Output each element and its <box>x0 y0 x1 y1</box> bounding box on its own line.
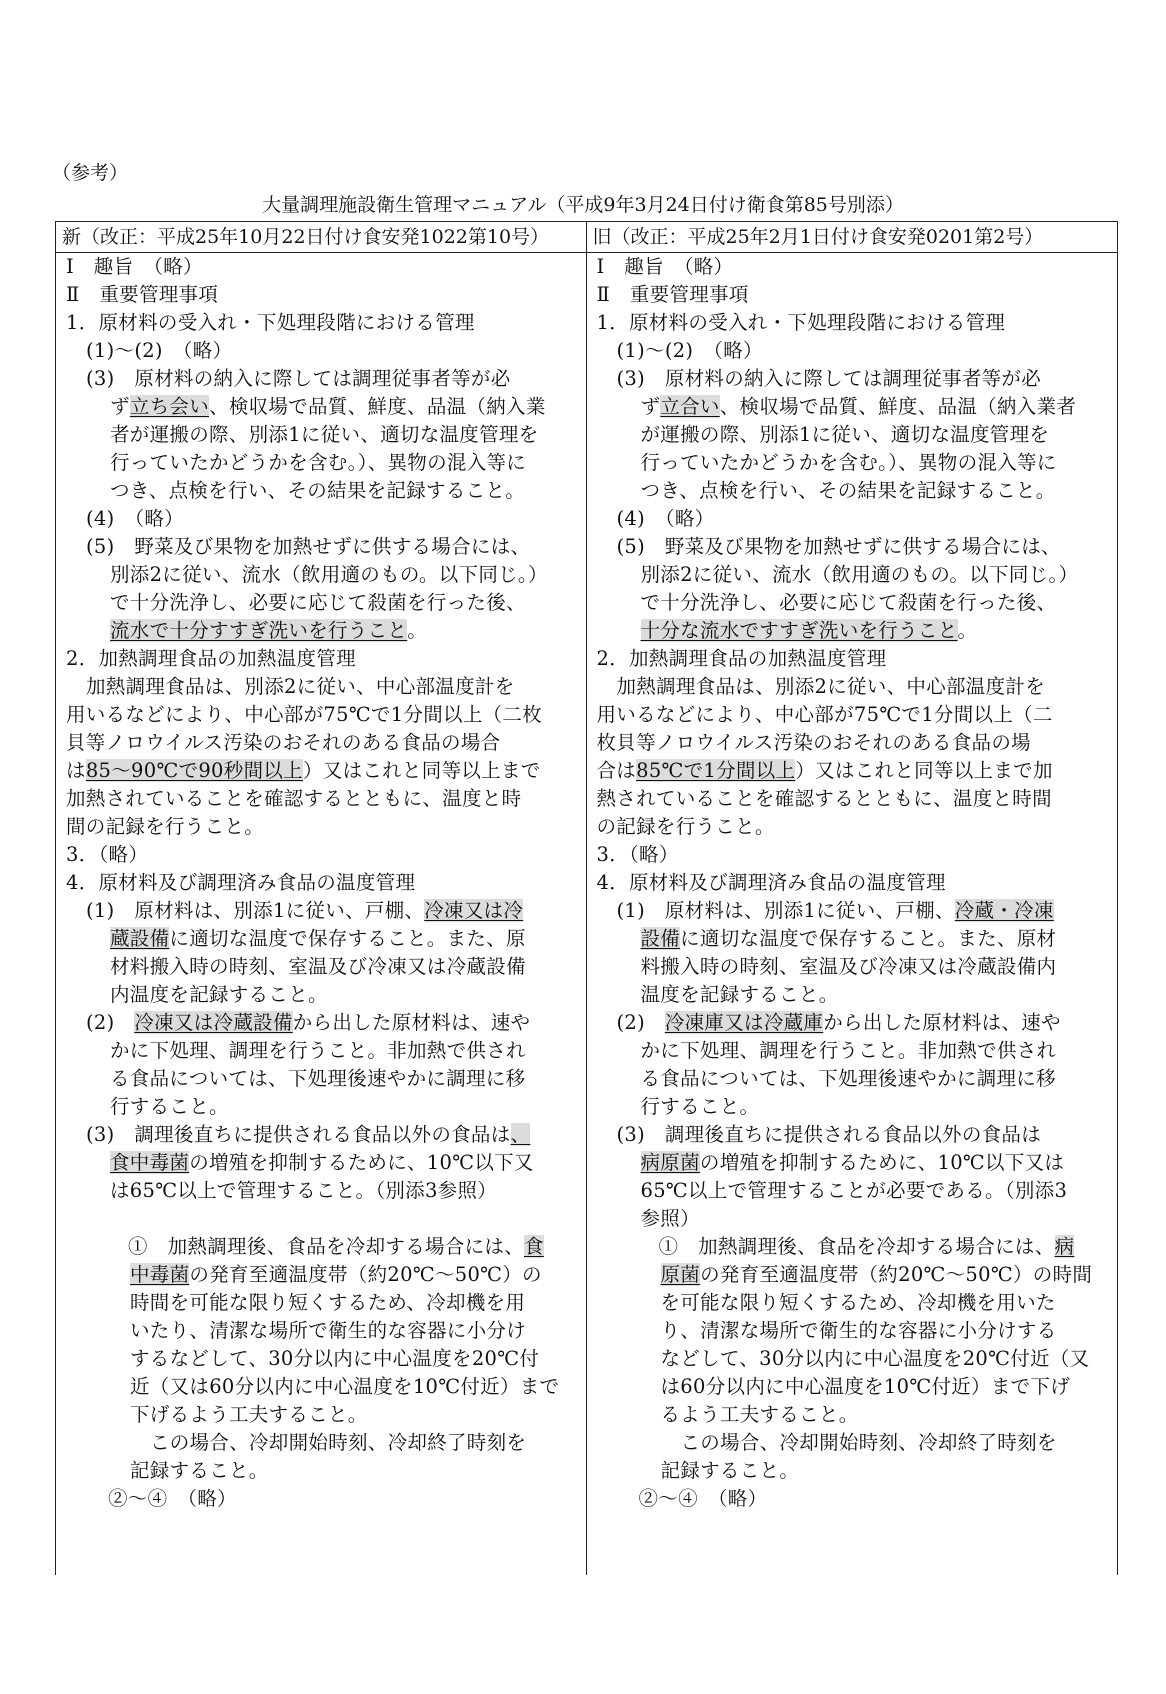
spacer <box>64 1205 580 1233</box>
table-header-row <box>56 222 1117 253</box>
line: (4) （略） <box>86 507 184 530</box>
line: Ⅱ 重要管理事項 <box>66 283 219 306</box>
line <box>595 393 1112 421</box>
line: ②～④ （略） <box>108 1487 237 1510</box>
text: (2) <box>86 1011 135 1034</box>
line: 加熱調理食品は、別添2に従い、中心部温度計を <box>616 675 1046 698</box>
line <box>64 1233 580 1261</box>
line: などして、30分以内に中心温度を20℃付近（又 <box>660 1347 1090 1370</box>
line: 間の記録を行うこと。 <box>66 815 265 838</box>
line: ②～④ （略） <box>638 1487 768 1510</box>
line: するなどして、30分以内に中心温度を20℃付 <box>130 1347 540 1370</box>
line: Ⅱ 重要管理事項 <box>596 283 749 306</box>
line <box>64 925 580 953</box>
amended-text: 食 <box>524 1235 544 1258</box>
text: に適切な温度で保存すること。また、原 <box>169 927 526 950</box>
text: の増殖を抑制するために、10℃以下又は <box>699 1151 1065 1174</box>
line: かに下処理、調理を行うこと。非加熱で供され <box>640 1039 1057 1062</box>
amended-text: 、 <box>510 1123 531 1146</box>
text: 、検収場で品質、鮮度、品温（納入業 <box>209 395 546 418</box>
line: 料搬入時の時刻、室温及び冷凍又は冷蔵設備内 <box>640 955 1057 978</box>
new-column <box>56 253 587 1575</box>
document-title: 大量調理施設衛生管理マニュアル（平成9年3月24日付け衛食第85号別添） <box>262 194 904 216</box>
line: を可能な限り短くするため、冷却機を用いた <box>660 1291 1056 1314</box>
line: 下げるよう工夫すること。 <box>130 1403 368 1426</box>
line: 熱されていることを確認するとともに、温度と時間 <box>596 787 1052 810</box>
line: (1)～(2) （略） <box>86 339 233 362</box>
text: (1) 原材料は、別添1に従い、戸棚、 <box>86 899 425 922</box>
line: るよう工夫すること。 <box>660 1403 859 1426</box>
line: (5) 野菜及び果物を加熱せずに供する場合には、 <box>616 535 1061 558</box>
text: の発育至適温度帯（約20℃～50℃）の時間 <box>700 1263 1093 1286</box>
line <box>595 1233 1112 1261</box>
amended-text: 設備 <box>640 927 681 950</box>
line <box>64 1149 580 1177</box>
text: (1) 原材料は、別添1に従い、戸棚、 <box>616 899 955 922</box>
amended-text: 原菌 <box>660 1263 701 1286</box>
text: から出した原材料は、速や <box>292 1011 531 1034</box>
line <box>595 1261 1112 1289</box>
line <box>595 1149 1112 1177</box>
line: 4．原材料及び調理済み食品の温度管理 <box>596 871 946 894</box>
line: 加熱調理食品は、別添2に従い、中心部温度計を <box>86 675 515 698</box>
text: 合は <box>596 759 637 782</box>
line: 貝等ノロウイルス汚染のおそれのある食品の場合 <box>66 731 501 754</box>
line: 2．加熱調理食品の加熱温度管理 <box>596 647 887 670</box>
line <box>595 925 1112 953</box>
amended-text: 冷凍又は冷 <box>424 899 524 922</box>
line: 65℃以上で管理することが必要である。（別添3 <box>640 1179 1068 1202</box>
new-column-header: 新（改正：平成25年10月22日付け食安発1022第10号） <box>56 222 587 252</box>
line <box>64 897 580 925</box>
line: (4) （略） <box>616 507 715 530</box>
text: は <box>66 759 86 782</box>
line: 行すること。 <box>110 1095 229 1118</box>
line: 材料搬入時の時刻、室温及び冷凍又は冷蔵設備 <box>110 955 526 978</box>
line <box>595 757 1112 785</box>
line: 加熱されていることを確認するとともに、温度と時 <box>66 787 522 810</box>
line: つき、点検を行い、その結果を記録すること。 <box>110 479 526 502</box>
line: で十分洗浄し、必要に応じて殺菌を行った後、 <box>110 591 526 614</box>
line <box>64 757 580 785</box>
line: 近（又は60分以内に中心温度を10℃付近）まで <box>130 1375 560 1398</box>
line: 者が運搬の際、別添1に従い、適切な温度管理を <box>110 423 539 446</box>
amended-text: 病 <box>1054 1235 1075 1258</box>
line: 記録すること。 <box>130 1459 269 1482</box>
line: る食品については、下処理後速やかに調理に移 <box>640 1067 1056 1090</box>
line: この場合、冷却開始時刻、冷却終了時刻を <box>150 1431 527 1454</box>
table-body <box>56 253 1117 1575</box>
line: いたり、清潔な場所で衛生的な容器に小分け <box>130 1319 527 1342</box>
line: 行すること。 <box>640 1095 760 1118</box>
comparison-table <box>55 221 1118 1575</box>
line: Ⅰ 趣旨 （略） <box>596 255 734 278</box>
text: ）又はこれと同等以上まで加 <box>795 759 1053 782</box>
line: る食品については、下処理後速やかに調理に移 <box>110 1067 526 1090</box>
line: (5) 野菜及び果物を加熱せずに供する場合には、 <box>86 535 531 558</box>
amended-text: 立合い <box>660 395 720 418</box>
amended-text: 85℃で1分間以上 <box>636 759 796 782</box>
line: つき、点検を行い、その結果を記録すること。 <box>640 479 1056 502</box>
line <box>64 1261 580 1289</box>
amended-text: 冷凍又は冷蔵設備 <box>134 1011 293 1034</box>
line <box>64 1121 580 1149</box>
line: り、清潔な場所で衛生的な容器に小分けする <box>660 1319 1057 1342</box>
line: 行っていたかどうかを含む。）、異物の混入等に <box>640 451 1057 474</box>
line <box>64 617 580 645</box>
line: 別添2に従い、流水（飲用適のもの。以下同じ。） <box>110 563 548 586</box>
amended-text: 立ち会い <box>129 395 210 418</box>
line: 参照） <box>640 1207 700 1230</box>
text: ず <box>640 395 661 418</box>
reference-note: （参考） <box>52 162 129 184</box>
line: は60分以内に中心温度を10℃付近）まで下げ <box>660 1375 1071 1398</box>
text: (2) <box>616 1011 665 1034</box>
text: 。 <box>957 619 978 642</box>
line <box>595 617 1112 645</box>
line: 温度を記録すること。 <box>640 983 839 1006</box>
line <box>595 1009 1112 1037</box>
line: かに下処理、調理を行うこと。非加熱で供され <box>110 1039 526 1062</box>
line: Ⅰ 趣旨 （略） <box>66 255 203 278</box>
line: の記録を行うこと。 <box>596 815 775 838</box>
line: は65℃以上で管理すること。（別添3参照） <box>110 1179 498 1202</box>
line: この場合、冷却開始時刻、冷却終了時刻を <box>680 1431 1057 1454</box>
text: (3) 調理後直ちに提供される食品以外の食品は <box>86 1123 511 1146</box>
line: (1)～(2) （略） <box>616 339 763 362</box>
line: 行っていたかどうかを含む。）、異物の混入等に <box>110 451 527 474</box>
text: ）又はこれと同等以上まで <box>302 759 541 782</box>
line: 記録すること。 <box>660 1459 800 1482</box>
line <box>64 393 580 421</box>
amended-text: 冷凍庫又は冷蔵庫 <box>664 1011 824 1034</box>
line: (3) 調理後直ちに提供される食品以外の食品は <box>616 1123 1042 1146</box>
line: 2．加熱調理食品の加熱温度管理 <box>66 647 356 670</box>
text: 。 <box>407 619 428 642</box>
line: が運搬の際、別添1に従い、適切な温度管理を <box>640 423 1050 446</box>
line: 3．（略） <box>66 843 149 866</box>
text: ① 加熱調理後、食品を冷却する場合には、 <box>658 1235 1055 1258</box>
line: (3) 原材料の納入に際しては調理従事者等が必 <box>616 367 1042 390</box>
amended-text: 蔵設備 <box>110 927 170 950</box>
amended-text: 十分な流水ですすぎ洗いを行うこと <box>640 619 958 642</box>
text: ① 加熱調理後、食品を冷却する場合には、 <box>128 1235 525 1258</box>
line: 4．原材料及び調理済み食品の温度管理 <box>66 871 416 894</box>
amended-text: 85～90℃で90秒間以上 <box>85 759 303 782</box>
text: の発育至適温度帯（約20℃～50℃）の <box>189 1263 542 1286</box>
text: から出した原材料は、速や <box>823 1011 1061 1034</box>
amended-text: 食中毒菌 <box>110 1151 190 1174</box>
line: (3) 原材料の納入に際しては調理従事者等が必 <box>86 367 511 390</box>
text: に適切な温度で保存すること。また、原材 <box>680 927 1057 950</box>
line: で十分洗浄し、必要に応じて殺菌を行った後、 <box>640 591 1057 614</box>
line: 内温度を記録すること。 <box>110 983 328 1006</box>
text: 、検収場で品質、鮮度、品温（納入業者 <box>719 395 1077 418</box>
line: 枚貝等ノロウイルス汚染のおそれのある食品の場 <box>596 731 1031 754</box>
text: ず <box>110 395 130 418</box>
line: 3．（略） <box>596 843 679 866</box>
line: 1．原材料の受入れ・下処理段階における管理 <box>66 311 475 334</box>
line: 別添2に従い、流水（飲用適のもの。以下同じ。） <box>640 563 1079 586</box>
old-column <box>587 253 1118 1575</box>
line <box>64 1009 580 1037</box>
amended-text: 冷蔵・冷凍 <box>954 899 1054 922</box>
text: の増殖を抑制するために、10℃以下又 <box>189 1151 534 1174</box>
line <box>595 897 1112 925</box>
line: 用いるなどにより、中心部が75℃で1分間以上（二 <box>596 703 1053 726</box>
amended-text: 病原菌 <box>640 1151 700 1174</box>
amended-text: 中毒菌 <box>130 1263 190 1286</box>
line: 時間を可能な限り短くするため、冷却機を用 <box>130 1291 526 1314</box>
old-column-header: 旧（改正：平成25年2月1日付け食安発0201第2号） <box>592 226 1044 248</box>
amended-text: 流水で十分すすぎ洗いを行うこと <box>110 619 408 642</box>
line: 1．原材料の受入れ・下処理段階における管理 <box>596 311 1006 334</box>
line: 用いるなどにより、中心部が75℃で1分間以上（二枚 <box>66 703 543 726</box>
